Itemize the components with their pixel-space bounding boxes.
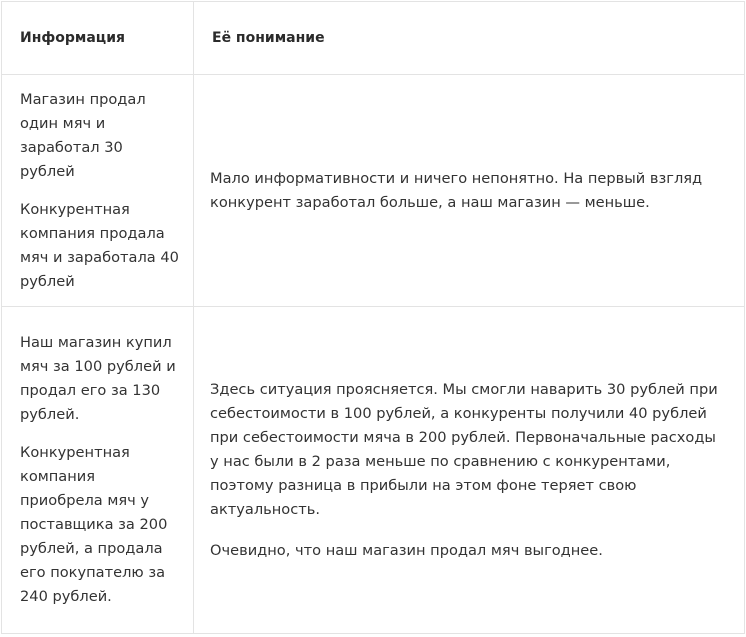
understanding-paragraph: Мало информативности и ничего непонятно. На первый взгляд конкурент заработал больше, а наш магазин — меньше.: [210, 169, 703, 211]
table-row: [2, 75, 745, 307]
info-paragraph: Наш магазин купил мяч за 100 рублей и продал его за 130 рублей.: [20, 334, 176, 423]
info-paragraph: Магазин продал один мяч и заработал 30 рублей: [20, 90, 146, 180]
understanding-paragraph: Здесь ситуация проясняется. Мы смогли наварить 30 рублей при себестоимости в 100 рублей, а конкуренты получили 40 рублей при себестоимости мяча в 200 рублей. Первоначальные расходы у нас были в 2 раза меньше по сравнению с конкурентами, поэтому разница в прибыли на этом фоне теряет свою актуальность.: [210, 380, 718, 518]
table-row: [2, 307, 745, 634]
info-paragraph: Конкурентная компания приобрела мяч у поставщика за 200 рублей, а продала его покупателю за 240 рублей.: [20, 444, 168, 605]
understanding-cell: [194, 75, 745, 307]
understanding-paragraph: Очевидно, что наш магазин продал мяч выгоднее.: [210, 541, 603, 559]
table-header-row: [2, 2, 745, 75]
comparison-table-wrapper: [1, 1, 745, 635]
comparison-table: [1, 1, 745, 634]
header-understanding: Её понимание: [194, 2, 745, 75]
understanding-cell: [194, 307, 745, 634]
info-cell: [2, 307, 194, 634]
info-paragraph: Конкурентная компания продала мяч и заработала 40 рублей: [20, 200, 179, 290]
info-cell: [2, 75, 194, 307]
header-information: Информация: [2, 2, 194, 75]
